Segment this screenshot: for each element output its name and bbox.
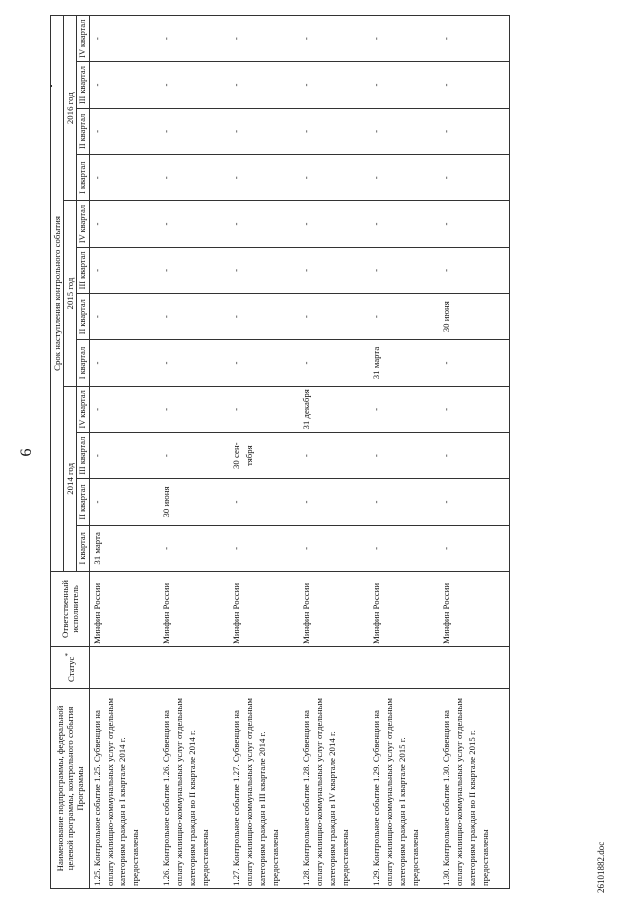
quarter-header-2014-3: III квартал: [77, 433, 90, 479]
document-file-reference: 26101882.doc: [596, 841, 606, 893]
deadline-cell: 30 июня: [159, 479, 229, 525]
status-cell: [89, 647, 159, 689]
deadline-cell: -: [299, 525, 369, 571]
col-header-deadline: Срок наступления контрольного события: [51, 16, 64, 572]
deadline-cell: -: [439, 16, 509, 62]
deadline-cell: -: [89, 108, 159, 154]
deadline-cell: -: [89, 294, 159, 340]
executor-cell: Минфин России: [229, 572, 299, 647]
table-row: [299, 16, 369, 889]
deadline-cell: -: [299, 201, 369, 247]
deadline-cell: -: [159, 525, 229, 571]
deadline-cell: -: [229, 155, 299, 201]
deadline-cell: -: [229, 294, 299, 340]
deadline-cell: -: [89, 386, 159, 432]
quarter-header-2014-2: II квартал: [77, 479, 90, 525]
deadline-cell: -: [89, 155, 159, 201]
executor-cell: Минфин России: [369, 572, 439, 647]
deadline-cell: -: [229, 108, 299, 154]
deadline-cell: -: [439, 62, 509, 108]
event-name-cell: 1.25. Контрольное событие 1.25. Субвенции на оплату жилищно-коммунальных услуг отдельным категориям граждан в I квартале 2014 г. предоставлены: [89, 689, 159, 889]
deadline-cell: -: [439, 201, 509, 247]
deadline-cell: -: [89, 62, 159, 108]
deadline-cell: -: [89, 479, 159, 525]
deadline-cell: -: [369, 155, 439, 201]
quarter-header-2016-4: IV квартал: [77, 16, 90, 62]
table-row: [89, 16, 159, 889]
deadline-cell: -: [299, 433, 369, 479]
deadline-cell: -: [159, 294, 229, 340]
deadline-cell: -: [369, 62, 439, 108]
deadline-cell: -: [439, 340, 509, 386]
deadline-cell: -: [229, 479, 299, 525]
deadline-cell: -: [439, 433, 509, 479]
deadline-cell: -: [159, 16, 229, 62]
deadline-cell: -: [229, 201, 299, 247]
table-row: [159, 16, 229, 889]
deadline-cell: -: [159, 386, 229, 432]
deadline-cell: -: [159, 201, 229, 247]
quarter-header-2015-4: IV квартал: [77, 201, 90, 247]
quarter-header-2014-4: IV квартал: [77, 386, 90, 432]
executor-cell: Минфин России: [299, 572, 369, 647]
event-name-cell: 1.27. Контрольное событие 1.27. Субвенции на оплату жилищно-коммунальных услуг отдельным категориям граждан в III квартале 2014 г. предоставлены: [229, 689, 299, 889]
deadline-cell: -: [369, 386, 439, 432]
deadline-cell: 30 июня: [439, 294, 509, 340]
deadline-cell: -: [369, 525, 439, 571]
deadline-cell: -: [369, 16, 439, 62]
col-header-name: Наименование подпрограммы, федеральной целевой программы, контрольного события Программы: [51, 689, 90, 889]
quarter-header-2016-1: I квартал: [77, 155, 90, 201]
year-header-2015: 2015 год: [64, 201, 77, 386]
deadline-cell: 31 декабря: [299, 386, 369, 432]
status-cell: [369, 647, 439, 689]
event-name-cell: 1.28. Контрольное событие 1.28. Субвенции на оплату жилищно-коммунальных услуг отдельным категориям граждан в IV квартале 2014 г. предоставлены: [299, 689, 369, 889]
deadline-cell: -: [89, 340, 159, 386]
deadline-cell: -: [439, 386, 509, 432]
deadline-cell: -: [229, 386, 299, 432]
deadline-cell: -: [229, 525, 299, 571]
deadline-cell: -: [159, 247, 229, 293]
deadline-cell: -: [299, 247, 369, 293]
deadline-cell: -: [369, 479, 439, 525]
deadline-cell: -: [229, 62, 299, 108]
deadline-cell: -: [369, 247, 439, 293]
deadline-cell: -: [299, 294, 369, 340]
event-name-cell: 1.29. Контрольное событие 1.29. Субвенции на оплату жилищно-коммунальных услуг отдельным категориям граждан в I квартале 2015 г. предоставлены: [369, 689, 439, 889]
page-number: 6: [18, 448, 35, 457]
year-header-2016: 2016 год: [64, 16, 77, 201]
deadline-cell: -: [439, 155, 509, 201]
quarter-header-2015-3: III квартал: [77, 247, 90, 293]
deadline-cell: -: [89, 201, 159, 247]
deadline-cell: 31 марта: [369, 340, 439, 386]
executor-cell: Минфин России: [89, 572, 159, 647]
executor-cell: Минфин России: [439, 572, 509, 647]
deadline-cell: -: [159, 433, 229, 479]
deadline-cell: -: [229, 16, 299, 62]
executor-cell: Минфин России: [159, 572, 229, 647]
table-row: [369, 16, 439, 889]
deadline-cell: -: [89, 16, 159, 62]
deadline-cell: -: [439, 479, 509, 525]
quarter-header-2015-1: I квартал: [77, 340, 90, 386]
deadline-cell: -: [299, 108, 369, 154]
status-label: Статус: [65, 656, 76, 682]
quarter-header-2016-3: III квартал: [77, 62, 90, 108]
control-events-table: [50, 15, 510, 889]
year-header-2014: 2014 год: [64, 386, 77, 571]
quarter-header-2016-2: II квартал: [77, 108, 90, 154]
deadline-cell: -: [89, 433, 159, 479]
deadline-cell: -: [439, 525, 509, 571]
status-cell: [439, 647, 509, 689]
deadline-cell: -: [369, 108, 439, 154]
status-footnote-mark: *: [63, 653, 72, 657]
deadline-cell: -: [229, 247, 299, 293]
deadline-cell: -: [89, 247, 159, 293]
col-header-status: [51, 647, 90, 689]
event-name-cell: 1.30. Контрольное событие 1.30. Субвенции на оплату жилищно-коммунальных услуг отдельным категориям граждан во II квартале 2015 г. предоставлены: [439, 689, 509, 889]
deadline-cell: -: [159, 155, 229, 201]
deadline-cell: -: [299, 62, 369, 108]
deadline-cell: 30 сен-тября: [229, 433, 299, 479]
status-cell: [159, 647, 229, 689]
status-cell: [299, 647, 369, 689]
table-row: [229, 16, 299, 889]
deadline-cell: -: [369, 433, 439, 479]
deadline-cell: -: [369, 294, 439, 340]
deadline-cell: 31 марта: [89, 525, 159, 571]
quarter-header-2014-1: I квартал: [77, 525, 90, 571]
deadline-cell: -: [159, 108, 229, 154]
status-cell: [229, 647, 299, 689]
deadline-cell: -: [159, 340, 229, 386]
header-row-1: [51, 16, 64, 889]
event-name-cell: 1.26. Контрольное событие 1.26. Субвенции на оплату жилищно-коммунальных услуг отдельным категориям граждан во II квартале 2014 г. предоставлены: [159, 689, 229, 889]
deadline-cell: -: [299, 155, 369, 201]
table-body: [89, 16, 509, 889]
quarter-header-2015-2: II квартал: [77, 294, 90, 340]
col-header-executor: Ответственный исполнитель: [51, 572, 90, 647]
table-row: [439, 16, 509, 889]
deadline-cell: -: [159, 62, 229, 108]
deadline-cell: -: [299, 16, 369, 62]
deadline-cell: -: [439, 108, 509, 154]
deadline-cell: -: [229, 340, 299, 386]
deadline-cell: -: [369, 201, 439, 247]
deadline-cell: -: [299, 340, 369, 386]
deadline-cell: -: [439, 247, 509, 293]
deadline-cell: -: [299, 479, 369, 525]
